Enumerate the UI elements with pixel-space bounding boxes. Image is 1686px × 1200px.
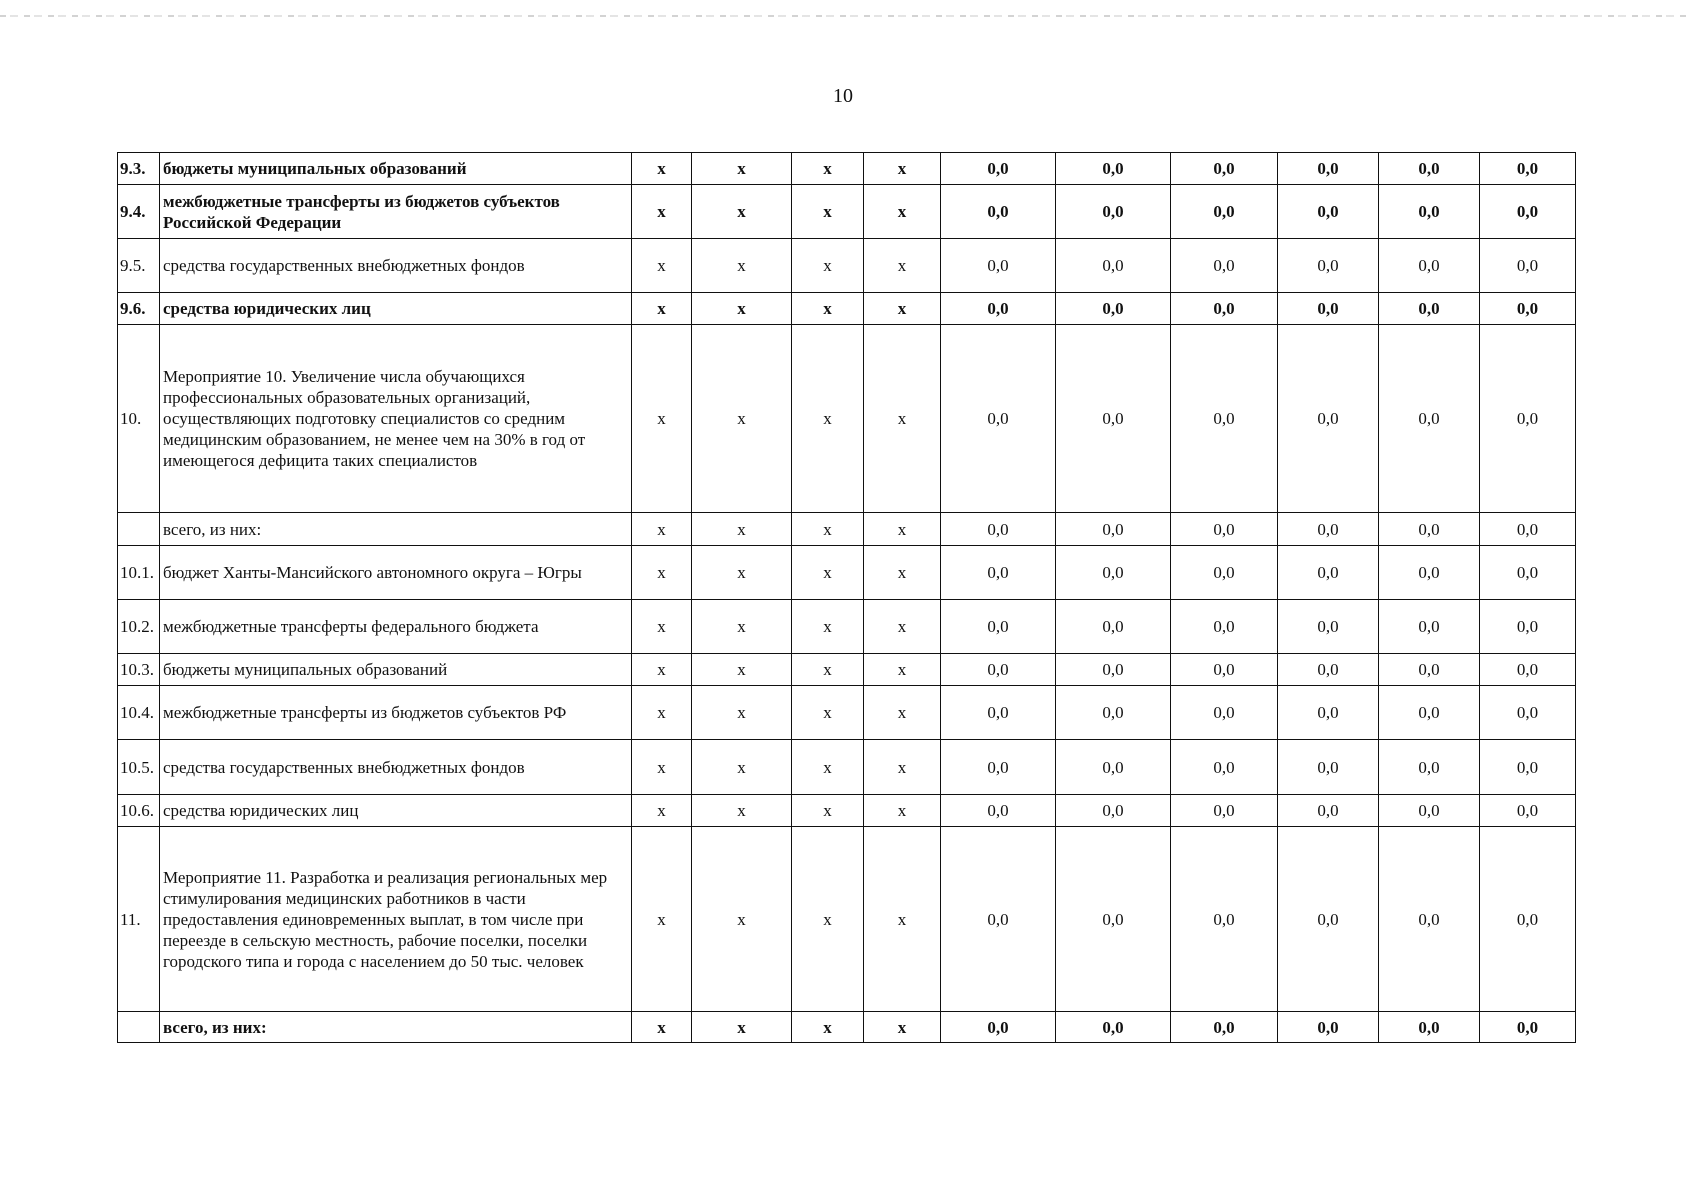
- value-cell: 0,0: [1278, 293, 1379, 325]
- row-name-cell: межбюджетные трансферты федерального бюджета: [160, 600, 632, 654]
- value-cell: 0,0: [1171, 325, 1278, 513]
- table-row: [118, 1012, 1576, 1043]
- row-name-cell: бюджет Ханты-Мансийского автономного округа – Югры: [160, 546, 632, 600]
- row-number-cell: 10.5.: [118, 740, 160, 795]
- value-cell: 0,0: [1480, 325, 1576, 513]
- value-cell: 0,0: [1171, 1012, 1278, 1043]
- x-mark-cell: x: [692, 325, 792, 513]
- value-cell: 0,0: [1171, 153, 1278, 185]
- x-mark-cell: x: [632, 153, 692, 185]
- value-cell: 0,0: [941, 185, 1056, 239]
- x-mark-cell: x: [692, 654, 792, 686]
- table-row: [118, 546, 1576, 600]
- x-mark-cell: x: [692, 600, 792, 654]
- budget-table: [117, 152, 1576, 1043]
- x-mark-cell: x: [692, 153, 792, 185]
- value-cell: 0,0: [1056, 239, 1171, 293]
- x-mark-cell: x: [792, 546, 864, 600]
- value-cell: 0,0: [1278, 1012, 1379, 1043]
- x-mark-cell: x: [692, 546, 792, 600]
- value-cell: 0,0: [1480, 239, 1576, 293]
- row-number-cell: 9.4.: [118, 185, 160, 239]
- x-mark-cell: x: [792, 795, 864, 827]
- row-number-cell: 9.6.: [118, 293, 160, 325]
- x-mark-cell: x: [632, 513, 692, 546]
- value-cell: 0,0: [941, 293, 1056, 325]
- value-cell: 0,0: [1278, 600, 1379, 654]
- row-name-cell: всего, из них:: [160, 1012, 632, 1043]
- value-cell: 0,0: [1480, 827, 1576, 1012]
- table-row: [118, 740, 1576, 795]
- x-mark-cell: x: [792, 513, 864, 546]
- table-row: [118, 513, 1576, 546]
- x-mark-cell: x: [632, 546, 692, 600]
- value-cell: 0,0: [1056, 185, 1171, 239]
- value-cell: 0,0: [1379, 795, 1480, 827]
- x-mark-cell: x: [632, 600, 692, 654]
- value-cell: 0,0: [1480, 740, 1576, 795]
- x-mark-cell: x: [632, 686, 692, 740]
- x-mark-cell: x: [632, 185, 692, 239]
- value-cell: 0,0: [1278, 325, 1379, 513]
- row-name-cell: средства государственных внебюджетных фондов: [160, 239, 632, 293]
- x-mark-cell: x: [632, 1012, 692, 1043]
- value-cell: 0,0: [941, 795, 1056, 827]
- value-cell: 0,0: [1171, 600, 1278, 654]
- x-mark-cell: x: [864, 185, 941, 239]
- scan-edge-artifact: [0, 15, 1686, 17]
- x-mark-cell: x: [864, 513, 941, 546]
- row-name-cell: межбюджетные трансферты из бюджетов субъектов Российской Федерации: [160, 185, 632, 239]
- row-number-cell: 10.3.: [118, 654, 160, 686]
- x-mark-cell: x: [864, 239, 941, 293]
- value-cell: 0,0: [1379, 293, 1480, 325]
- row-number-cell: 10.1.: [118, 546, 160, 600]
- value-cell: 0,0: [1480, 185, 1576, 239]
- value-cell: 0,0: [1056, 1012, 1171, 1043]
- value-cell: 0,0: [941, 153, 1056, 185]
- value-cell: 0,0: [941, 513, 1056, 546]
- row-name-cell: Мероприятие 11. Разработка и реализация региональных мер стимулирования медицинских работников в части предоставления единовременных выплат, в том числе при переезде в сельскую местность, рабочие поселки, поселки городского типа и города с населением до 50 тыс. человек: [160, 827, 632, 1012]
- value-cell: 0,0: [1278, 153, 1379, 185]
- value-cell: 0,0: [1056, 546, 1171, 600]
- x-mark-cell: x: [692, 1012, 792, 1043]
- value-cell: 0,0: [1278, 740, 1379, 795]
- x-mark-cell: x: [692, 239, 792, 293]
- x-mark-cell: x: [632, 827, 692, 1012]
- value-cell: 0,0: [941, 827, 1056, 1012]
- x-mark-cell: x: [864, 325, 941, 513]
- x-mark-cell: x: [692, 513, 792, 546]
- x-mark-cell: x: [864, 153, 941, 185]
- table-row: [118, 293, 1576, 325]
- table-row: [118, 654, 1576, 686]
- value-cell: 0,0: [1056, 153, 1171, 185]
- value-cell: 0,0: [1278, 546, 1379, 600]
- value-cell: 0,0: [1056, 740, 1171, 795]
- value-cell: 0,0: [1171, 546, 1278, 600]
- x-mark-cell: x: [792, 740, 864, 795]
- row-name-cell: межбюджетные трансферты из бюджетов субъектов РФ: [160, 686, 632, 740]
- value-cell: 0,0: [1278, 185, 1379, 239]
- value-cell: 0,0: [1056, 325, 1171, 513]
- row-number-cell: 10.4.: [118, 686, 160, 740]
- value-cell: 0,0: [941, 546, 1056, 600]
- row-number-cell: 10.6.: [118, 795, 160, 827]
- value-cell: 0,0: [941, 325, 1056, 513]
- row-number-cell: 10.: [118, 325, 160, 513]
- x-mark-cell: x: [692, 740, 792, 795]
- table-row: [118, 600, 1576, 654]
- value-cell: 0,0: [941, 740, 1056, 795]
- x-mark-cell: x: [792, 293, 864, 325]
- value-cell: 0,0: [1056, 654, 1171, 686]
- x-mark-cell: x: [692, 185, 792, 239]
- value-cell: 0,0: [1480, 600, 1576, 654]
- x-mark-cell: x: [632, 795, 692, 827]
- x-mark-cell: x: [692, 293, 792, 325]
- value-cell: 0,0: [941, 1012, 1056, 1043]
- value-cell: 0,0: [1171, 293, 1278, 325]
- page-number: 10: [833, 85, 853, 107]
- value-cell: 0,0: [1171, 185, 1278, 239]
- value-cell: 0,0: [1379, 546, 1480, 600]
- value-cell: 0,0: [1056, 513, 1171, 546]
- row-number-cell: 9.3.: [118, 153, 160, 185]
- value-cell: 0,0: [1379, 239, 1480, 293]
- x-mark-cell: x: [632, 740, 692, 795]
- x-mark-cell: x: [864, 654, 941, 686]
- value-cell: 0,0: [1379, 740, 1480, 795]
- value-cell: 0,0: [1278, 795, 1379, 827]
- value-cell: 0,0: [1278, 686, 1379, 740]
- row-number-cell: [118, 1012, 160, 1043]
- x-mark-cell: x: [632, 654, 692, 686]
- row-number-cell: 10.2.: [118, 600, 160, 654]
- value-cell: 0,0: [1056, 600, 1171, 654]
- value-cell: 0,0: [941, 654, 1056, 686]
- row-number-cell: [118, 513, 160, 546]
- value-cell: 0,0: [1278, 239, 1379, 293]
- x-mark-cell: x: [864, 546, 941, 600]
- value-cell: 0,0: [1171, 654, 1278, 686]
- value-cell: 0,0: [1379, 153, 1480, 185]
- value-cell: 0,0: [1379, 686, 1480, 740]
- value-cell: 0,0: [1171, 827, 1278, 1012]
- value-cell: 0,0: [941, 686, 1056, 740]
- x-mark-cell: x: [632, 239, 692, 293]
- value-cell: 0,0: [1171, 795, 1278, 827]
- x-mark-cell: x: [792, 1012, 864, 1043]
- table-row: [118, 153, 1576, 185]
- row-number-cell: 11.: [118, 827, 160, 1012]
- x-mark-cell: x: [864, 795, 941, 827]
- table-row: [118, 185, 1576, 239]
- value-cell: 0,0: [1056, 827, 1171, 1012]
- x-mark-cell: x: [792, 153, 864, 185]
- table-row: [118, 325, 1576, 513]
- value-cell: 0,0: [941, 239, 1056, 293]
- value-cell: 0,0: [1379, 1012, 1480, 1043]
- value-cell: 0,0: [1480, 513, 1576, 546]
- x-mark-cell: x: [692, 686, 792, 740]
- value-cell: 0,0: [1278, 513, 1379, 546]
- x-mark-cell: x: [864, 293, 941, 325]
- x-mark-cell: x: [632, 293, 692, 325]
- row-name-cell: бюджеты муниципальных образований: [160, 654, 632, 686]
- value-cell: 0,0: [1480, 654, 1576, 686]
- row-name-cell: бюджеты муниципальных образований: [160, 153, 632, 185]
- value-cell: 0,0: [1480, 1012, 1576, 1043]
- x-mark-cell: x: [864, 740, 941, 795]
- value-cell: 0,0: [1379, 325, 1480, 513]
- x-mark-cell: x: [792, 325, 864, 513]
- value-cell: 0,0: [1379, 185, 1480, 239]
- row-number-cell: 9.5.: [118, 239, 160, 293]
- row-name-cell: средства юридических лиц: [160, 795, 632, 827]
- row-name-cell: Мероприятие 10. Увеличение числа обучающихся профессиональных образовательных организаций, осуществляющих подготовку специалистов со средним медицинским образованием, не менее чем на 30% в год от имеющегося дефицита таких специалистов: [160, 325, 632, 513]
- value-cell: 0,0: [1171, 740, 1278, 795]
- table-row: [118, 827, 1576, 1012]
- value-cell: 0,0: [1379, 513, 1480, 546]
- row-name-cell: средства юридических лиц: [160, 293, 632, 325]
- value-cell: 0,0: [1056, 293, 1171, 325]
- x-mark-cell: x: [692, 827, 792, 1012]
- x-mark-cell: x: [792, 185, 864, 239]
- value-cell: 0,0: [1379, 600, 1480, 654]
- value-cell: 0,0: [1480, 795, 1576, 827]
- x-mark-cell: x: [792, 827, 864, 1012]
- value-cell: 0,0: [1278, 827, 1379, 1012]
- x-mark-cell: x: [632, 325, 692, 513]
- x-mark-cell: x: [864, 827, 941, 1012]
- table-row: [118, 795, 1576, 827]
- x-mark-cell: x: [792, 239, 864, 293]
- value-cell: 0,0: [1056, 686, 1171, 740]
- value-cell: 0,0: [1056, 795, 1171, 827]
- value-cell: 0,0: [941, 600, 1056, 654]
- x-mark-cell: x: [692, 795, 792, 827]
- row-name-cell: средства государственных внебюджетных фондов: [160, 740, 632, 795]
- value-cell: 0,0: [1171, 686, 1278, 740]
- x-mark-cell: x: [864, 1012, 941, 1043]
- x-mark-cell: x: [792, 600, 864, 654]
- row-name-cell: всего, из них:: [160, 513, 632, 546]
- value-cell: 0,0: [1379, 654, 1480, 686]
- x-mark-cell: x: [792, 686, 864, 740]
- value-cell: 0,0: [1171, 239, 1278, 293]
- value-cell: 0,0: [1480, 293, 1576, 325]
- x-mark-cell: x: [792, 654, 864, 686]
- x-mark-cell: x: [864, 686, 941, 740]
- value-cell: 0,0: [1480, 153, 1576, 185]
- value-cell: 0,0: [1171, 513, 1278, 546]
- value-cell: 0,0: [1480, 546, 1576, 600]
- value-cell: 0,0: [1278, 654, 1379, 686]
- table-row: [118, 686, 1576, 740]
- table-row: [118, 239, 1576, 293]
- x-mark-cell: x: [864, 600, 941, 654]
- value-cell: 0,0: [1480, 686, 1576, 740]
- value-cell: 0,0: [1379, 827, 1480, 1012]
